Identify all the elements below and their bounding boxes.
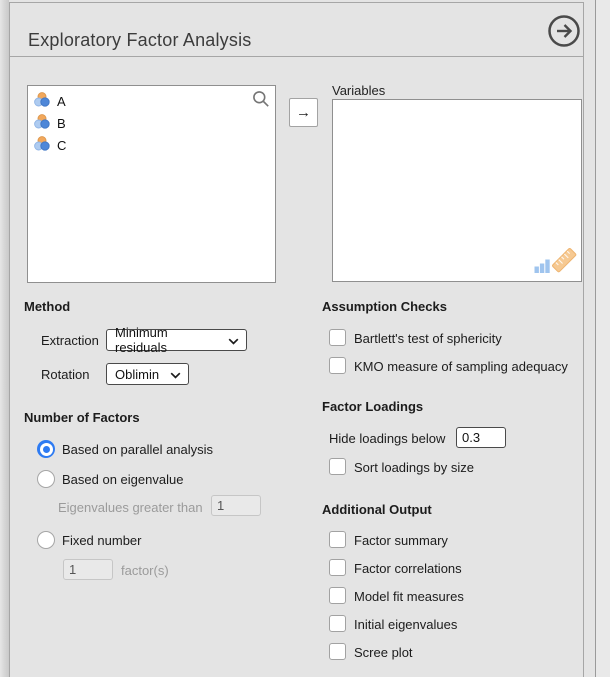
checkbox-sort-loadings-label[interactable]: Sort loadings by size [354, 460, 474, 475]
variables-target-list[interactable] [332, 99, 582, 282]
variables-box-label: Variables [332, 83, 386, 98]
rotation-label: Rotation [41, 367, 90, 382]
nominal-variable-icon [34, 114, 50, 132]
method-heading: Method [24, 299, 71, 314]
search-icon[interactable] [252, 90, 270, 113]
right-arrow-icon: → [296, 104, 311, 121]
left-edge-shadow [0, 0, 9, 677]
list-item[interactable] [28, 112, 275, 134]
extraction-selected-value: Minimum residuals [115, 325, 168, 355]
variable-name: B [57, 115, 66, 131]
radio-eigenvalue-label[interactable]: Based on eigenvalue [62, 472, 184, 487]
variable-name: A [57, 93, 66, 109]
variable-name: C [57, 137, 67, 153]
checkbox-model-fit[interactable] [329, 587, 346, 604]
checkbox-model-fit-label[interactable]: Model fit measures [354, 589, 464, 604]
additional-output-heading: Additional Output [322, 502, 432, 517]
chevron-down-icon [220, 333, 239, 348]
hide-loadings-input[interactable] [456, 427, 506, 448]
number-of-factors-heading: Number of Factors [24, 410, 140, 425]
rotation-select[interactable] [106, 363, 189, 385]
checkbox-kmo[interactable] [329, 357, 346, 374]
checkbox-factor-correlations-label[interactable]: Factor correlations [354, 561, 462, 576]
checkbox-factor-summary-label[interactable]: Factor summary [354, 533, 448, 548]
checkbox-factor-correlations[interactable] [329, 559, 346, 576]
extraction-label: Extraction [41, 333, 99, 348]
checkbox-bartlett[interactable] [329, 329, 346, 346]
page-title: Exploratory Factor Analysis [28, 30, 252, 50]
checkbox-bartlett-label[interactable]: Bartlett's test of sphericity [354, 331, 502, 346]
chevron-down-icon [162, 367, 181, 382]
checkbox-sort-loadings[interactable] [329, 458, 346, 475]
panel-splitter[interactable] [595, 0, 596, 677]
radio-parallel-analysis[interactable] [37, 440, 55, 458]
bar-chart-icon [534, 258, 551, 279]
title-bar [9, 2, 584, 57]
checkbox-kmo-label[interactable]: KMO measure of sampling adequacy [354, 359, 568, 374]
eigenvalues-greater-than-label: Eigenvalues greater than [58, 500, 203, 515]
radio-parallel-analysis-label[interactable]: Based on parallel analysis [62, 442, 214, 457]
checkbox-scree-plot[interactable] [329, 643, 346, 660]
eigenvalue-threshold-input [211, 495, 261, 516]
rotation-selected-value: Oblimin [115, 366, 160, 382]
allowed-types [534, 246, 578, 279]
checkbox-initial-eigenvalues-label[interactable]: Initial eigenvalues [354, 617, 458, 632]
list-item[interactable] [28, 90, 275, 112]
move-to-variables-button[interactable] [289, 98, 318, 127]
extraction-select[interactable] [106, 325, 247, 355]
fixed-factors-input [63, 559, 113, 580]
hide-loadings-label: Hide loadings below [329, 431, 446, 446]
checkbox-factor-summary[interactable] [329, 531, 346, 548]
radio-eigenvalue[interactable] [37, 470, 55, 488]
radio-fixed-number-label[interactable]: Fixed number [62, 533, 142, 548]
results-area-edge [596, 0, 610, 677]
checkbox-scree-plot-label[interactable]: Scree plot [354, 645, 413, 660]
factors-suffix-label: factor(s) [121, 563, 169, 578]
ruler-icon [550, 246, 578, 279]
list-item[interactable] [28, 134, 275, 156]
factor-loadings-heading: Factor Loadings [322, 399, 424, 414]
assumption-checks-heading: Assumption Checks [322, 299, 447, 314]
nominal-variable-icon [34, 136, 50, 154]
radio-fixed-number[interactable] [37, 531, 55, 549]
nominal-variable-icon [34, 92, 50, 110]
source-variables-list[interactable] [27, 85, 276, 283]
checkbox-initial-eigenvalues[interactable] [329, 615, 346, 632]
